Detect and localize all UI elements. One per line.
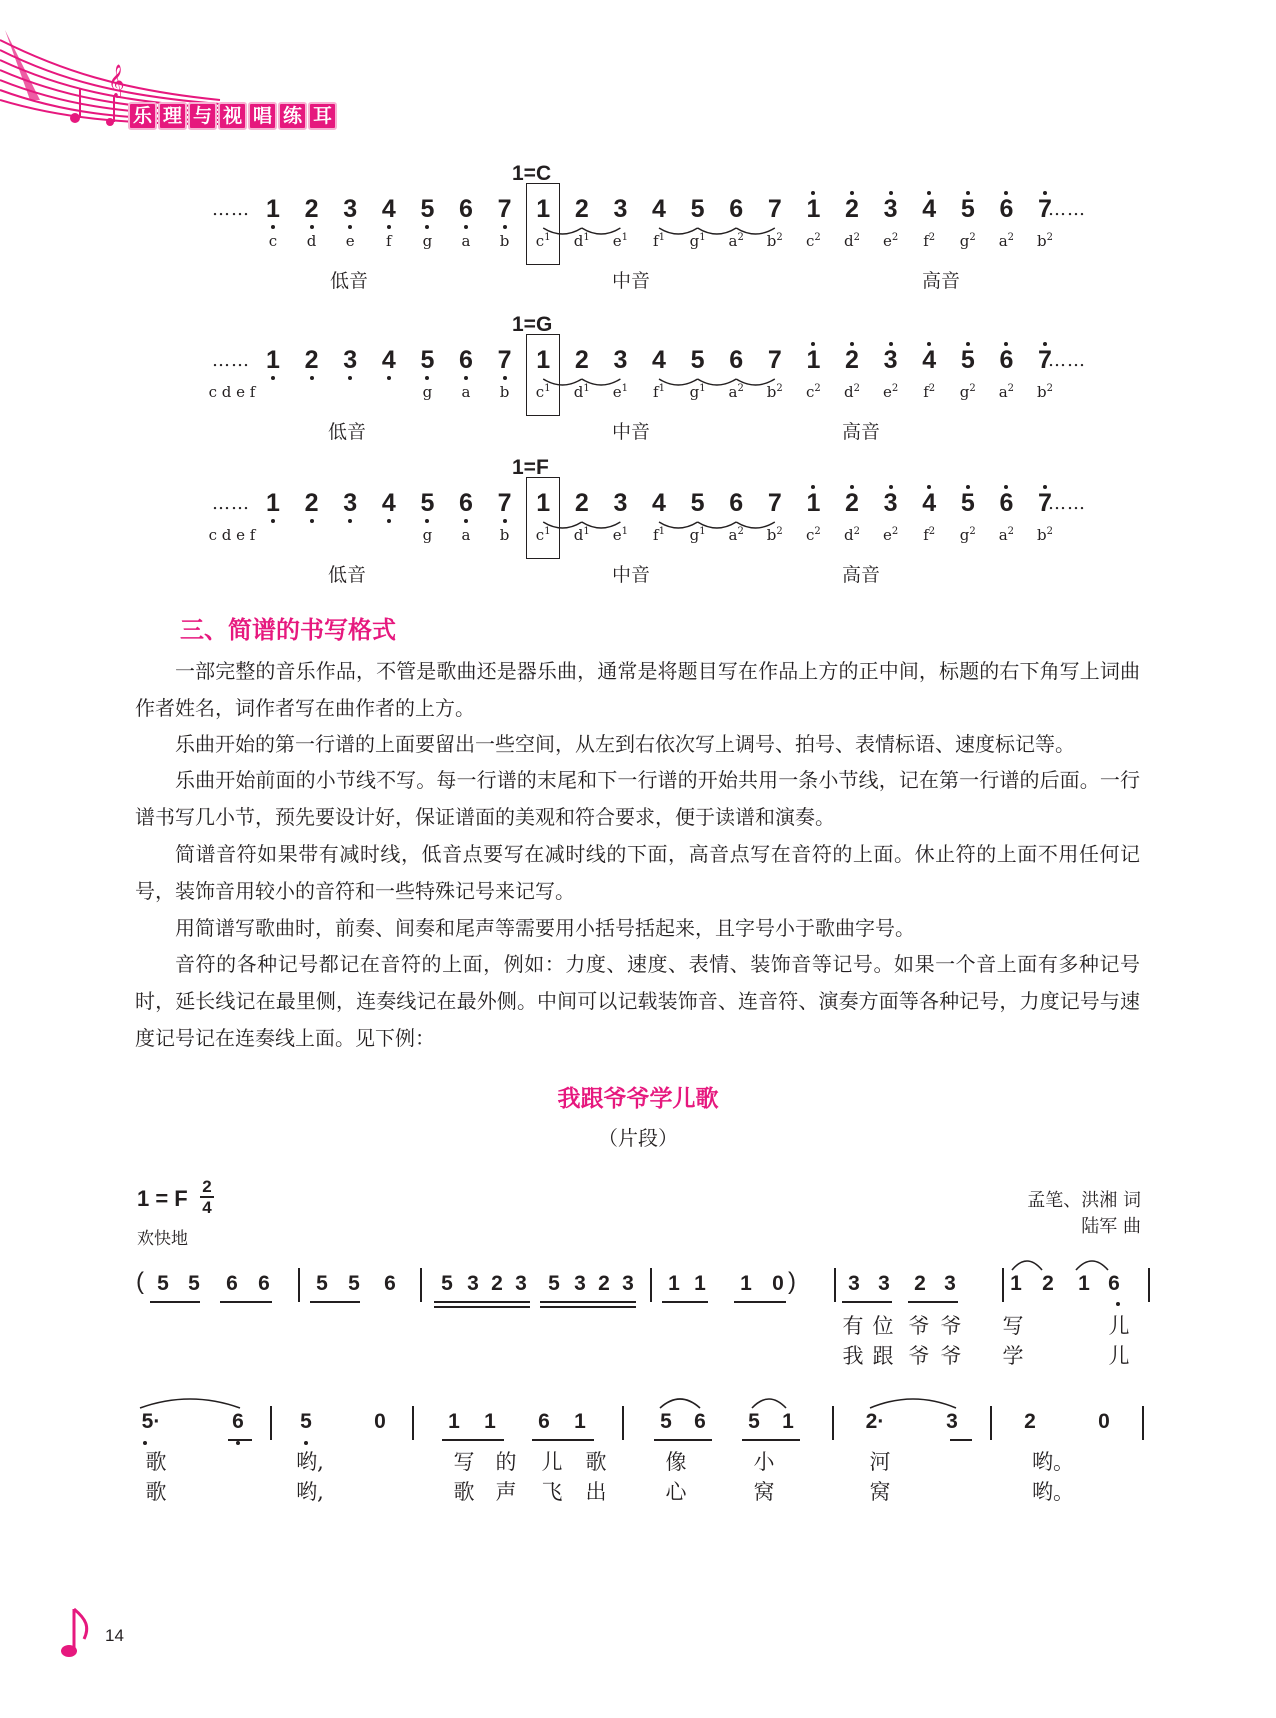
note-digit: 6 (729, 346, 744, 374)
pitch-octave: 1 (658, 232, 665, 243)
pitch-name: c (535, 526, 545, 544)
lyric-verse2: 出 (585, 1480, 607, 1504)
pitch-name: d (573, 526, 584, 544)
pitch-name: b (766, 383, 777, 401)
pitch-octave: 2 (814, 383, 821, 394)
pitch-octave: 1 (658, 526, 665, 537)
note-digit: 3 (343, 489, 358, 517)
pitch-name: d (844, 526, 854, 544)
lyric-verse1: 歌 (585, 1450, 607, 1474)
note-digit: 5 (690, 346, 705, 374)
pitch-name: f (653, 526, 659, 544)
pitch-name: c (268, 232, 278, 250)
note-digit: 4 (652, 346, 666, 374)
pitch-octave: 1 (621, 232, 629, 243)
register-label: 中音 (612, 564, 651, 586)
score-note: 5 (188, 1272, 200, 1295)
note-digit: 7 (497, 489, 512, 517)
header-title-char: 与 (188, 102, 217, 130)
paragraph-4: 简谱音符如果带有减时线，低音点要写在减时线的下面，高音点写在音符的上面。休止符的上面不用任何记号，装饰音用较小的音符和一些特殊记号来记写。 (135, 842, 1140, 903)
pitch-octave: 1 (583, 232, 590, 243)
note-digit: 2 (574, 489, 589, 517)
pitch-octave: 2 (891, 383, 899, 394)
pitch-name: a (461, 232, 471, 250)
pitch-name: d (573, 383, 584, 401)
register-label: 中音 (612, 270, 651, 292)
header-title-char: 视 (218, 102, 247, 130)
lyric-verse1: 爷 (940, 1314, 962, 1338)
pitch-name: b (766, 232, 777, 250)
pitch-octave: 2 (1046, 383, 1053, 394)
score-note: 1 (448, 1410, 460, 1433)
pitch-name: a (998, 232, 1008, 250)
note-digit: 6 (999, 195, 1014, 223)
page-number: 14 (105, 1626, 124, 1645)
key-signature: 1 = F (137, 1186, 188, 1211)
score-note: 5 (157, 1272, 169, 1295)
pitch-octave: 2 (1007, 383, 1015, 394)
header-title-char: 理 (158, 102, 187, 130)
close-parenthesis: ) (788, 1268, 796, 1295)
note-digit: 1 (536, 489, 551, 517)
note-digit: 4 (922, 489, 937, 517)
pitch-name: f (923, 383, 929, 401)
pitch-octave: 2 (737, 526, 744, 537)
score-note: 0 (374, 1410, 386, 1433)
pitch-name: e (882, 383, 892, 401)
note-digit: 1 (266, 346, 280, 374)
pitch-octave: 2 (891, 232, 899, 243)
pitch-octave: 2 (814, 526, 821, 537)
pitch-prefix: c d e f (208, 526, 256, 544)
lyric-verse1: 位 (872, 1314, 894, 1338)
header-title-char: 唱 (248, 102, 277, 130)
svg-text:𝄞: 𝄞 (108, 64, 125, 97)
pitch-octave: 2 (891, 526, 899, 537)
score-note: 1 (574, 1410, 586, 1433)
key-label: 1=G (512, 313, 553, 336)
pitch-octave: 1 (544, 232, 551, 243)
pitch-octave: 2 (737, 232, 744, 243)
note-digit: 4 (922, 195, 937, 223)
note-digit: 3 (343, 195, 358, 223)
note-digit: 3 (613, 195, 628, 223)
leading-dots: …… (212, 350, 250, 371)
time-top: 2 (202, 1177, 212, 1196)
score-note: 5 (548, 1272, 560, 1295)
score-note: 5 (348, 1272, 360, 1295)
note-digit: 1 (266, 489, 280, 517)
pitch-octave: 1 (699, 232, 706, 243)
pitch-name: a (461, 383, 471, 401)
pitch-octave: 2 (776, 232, 783, 243)
paragraph-3: 乐曲开始前面的小节线不写。每一行谱的末尾和下一行谱的开始共用一条小节线，记在第一行谱的后面。一行谱书写几小节，预先要设计好，保证谱面的美观和符合要求，便于读谱和演奏。 (135, 768, 1140, 829)
score-note: 5 (441, 1272, 453, 1295)
note-digit: 6 (459, 195, 473, 223)
score-note: 1 (484, 1410, 496, 1433)
pitch-octave: 2 (969, 526, 976, 537)
music-note-icon (60, 1605, 100, 1665)
tempo-marking: 欢快地 (137, 1229, 188, 1249)
slur (870, 1399, 956, 1408)
pitch-octave: 2 (928, 383, 936, 394)
note-digit: 3 (883, 489, 898, 517)
pitch-octave: 2 (814, 232, 821, 243)
pitch-octave: 1 (583, 383, 590, 394)
note-digit: 6 (459, 489, 473, 517)
lyric-verse2: 爷 (908, 1344, 930, 1368)
pitch-name: b (1037, 526, 1047, 544)
note-digit: 7 (767, 195, 782, 223)
score-note: 1 (668, 1272, 680, 1295)
pitch-octave: 2 (853, 383, 860, 394)
paragraph-1: 一部完整的音乐作品，不管是歌曲还是器乐曲，通常是将题目写在作品上方的正中间，标题的右下角写上词曲作者姓名，词作者写在曲作者的上方。 (135, 659, 1140, 720)
note-digit: 3 (613, 489, 628, 517)
note-digit: 6 (729, 195, 744, 223)
pitch-name: g (422, 526, 433, 544)
score-note: 3 (946, 1410, 958, 1433)
pitch-octave: 2 (1046, 232, 1053, 243)
trailing-dots: …… (1048, 350, 1086, 371)
pitch-octave: 1 (699, 526, 706, 537)
note-digit: 2 (845, 489, 859, 517)
note-digit: 7 (497, 195, 512, 223)
score-note: 3 (944, 1272, 956, 1295)
pitch-name: g (959, 383, 970, 401)
score-note: 2· (865, 1410, 885, 1433)
score-note: 3 (574, 1272, 586, 1295)
pitch-name: g (422, 232, 433, 250)
note-digit: 2 (304, 346, 319, 374)
score-note: 2 (914, 1272, 926, 1295)
pitch-name: c (535, 232, 545, 250)
paragraph-2: 乐曲开始的第一行谱的上面要留出一些空间，从左到右依次写上调号、拍号、表情标语、速度标记等。 (175, 732, 1075, 756)
pitch-name: c (535, 383, 545, 401)
paragraph-6: 音符的各种记号都记在音符的上面，例如：力度、速度、表情、装饰音等记号。如果一个音上面有多种记号时，延长线记在最里侧，连奏线记在最外侧。中间可以记载装饰音、连音符、演奏方面等各种记号，力度记号与速度记号记在连奏线上面。见下例： (135, 952, 1140, 1050)
note-digit: 4 (652, 195, 666, 223)
score-note: 1 (1010, 1272, 1022, 1295)
note-digit: 2 (574, 195, 589, 223)
pitch-octave: 2 (1046, 526, 1053, 537)
note-digit: 5 (420, 346, 435, 374)
score-note: 6 (232, 1410, 244, 1433)
time-bottom: 4 (202, 1198, 212, 1217)
pitch-octave: 2 (776, 383, 783, 394)
register-label: 高音 (842, 421, 881, 443)
note-digit: 7 (497, 346, 512, 374)
note-digit: 7 (1038, 195, 1052, 223)
pitch-octave: 1 (544, 383, 551, 394)
lyric-verse1: 歌 (145, 1450, 167, 1474)
score-note: 6 (694, 1410, 706, 1433)
note-digit: 2 (845, 195, 859, 223)
pitch-name: c (806, 383, 815, 401)
note-digit: 5 (690, 489, 705, 517)
note-digit: 2 (574, 346, 589, 374)
register-label: 高音 (842, 564, 881, 586)
lyric-verse1: 儿 (1108, 1314, 1130, 1338)
note-digit: 7 (1038, 346, 1052, 374)
note-digit: 5 (960, 346, 975, 374)
paragraph-5: 用简谱写歌曲时，前奏、间奏和尾声等需要用小括号括起来，且字号小于歌曲字号。 (175, 916, 915, 940)
pitch-name: e (882, 526, 892, 544)
score-note: 1 (782, 1410, 794, 1433)
pitch-octave: 1 (621, 526, 629, 537)
pitch-name: a (728, 383, 738, 401)
note-digit: 5 (420, 489, 435, 517)
pitch-name: g (689, 526, 700, 544)
slur (660, 1399, 700, 1408)
lyric-verse2: 飞 (541, 1480, 563, 1504)
note-digit: 7 (767, 346, 782, 374)
score-note: 2 (491, 1272, 503, 1295)
song-title: 我跟爷爷学儿歌 (557, 1086, 719, 1112)
pitch-name: a (461, 526, 471, 544)
register-label: 中音 (612, 421, 651, 443)
score-note: 5 (660, 1410, 672, 1433)
lyric-verse2: 我 (842, 1344, 864, 1368)
score-note: 6 (226, 1272, 238, 1295)
pitch-name: g (959, 526, 970, 544)
lyric-verse1: 写 (1002, 1314, 1024, 1338)
score-note: 6 (1108, 1272, 1120, 1295)
trailing-dots: …… (1048, 493, 1086, 514)
pitch-octave: 1 (621, 383, 629, 394)
song-subtitle: （片段） (598, 1126, 678, 1150)
pitch-octave: 2 (853, 232, 860, 243)
pitch-name: b (499, 383, 510, 401)
pitch-octave: 2 (928, 232, 936, 243)
note-digit: 1 (536, 195, 551, 223)
lyric-verse1: 哟, (296, 1450, 324, 1474)
note-digit: 1 (806, 195, 821, 223)
lyric-verse2: 学 (1002, 1344, 1024, 1368)
score-note: 0 (772, 1272, 784, 1295)
pitch-octave: 2 (853, 526, 860, 537)
score-note: 3 (848, 1272, 860, 1295)
pitch-prefix: c d e f (208, 383, 256, 401)
pitch-name: g (422, 383, 433, 401)
pitch-name: f (653, 383, 659, 401)
pitch-name: b (499, 526, 510, 544)
pitch-name: e (612, 526, 622, 544)
note-digit: 6 (729, 489, 744, 517)
register-label: 低音 (328, 564, 367, 586)
note-digit: 4 (652, 489, 666, 517)
lyric-verse2: 歌 (145, 1480, 167, 1504)
lyricist-credit: 孟笔、洪湘 词 (1027, 1190, 1141, 1211)
note-digit: 2 (304, 195, 319, 223)
pitch-name: f (923, 232, 929, 250)
note-digit: 4 (381, 489, 396, 517)
lyric-verse2: 窝 (753, 1480, 775, 1504)
lyric-verse2: 歌 (453, 1480, 475, 1504)
open-parenthesis: ( (136, 1268, 144, 1295)
pitch-name: f (923, 526, 929, 544)
lyric-verse2: 窝 (869, 1480, 891, 1504)
lyric-verse2: 声 (495, 1480, 517, 1504)
note-digit: 1 (266, 195, 280, 223)
header-title-char: 练 (278, 102, 307, 130)
pitch-name: e (882, 232, 892, 250)
lyric-verse2: 心 (665, 1480, 687, 1504)
score-note: 6 (538, 1410, 550, 1433)
pitch-name: b (1037, 232, 1047, 250)
lyric-verse2: 哟。 (1032, 1480, 1074, 1504)
pitch-name: f (653, 232, 659, 250)
score-note: 1 (694, 1272, 706, 1295)
pitch-octave: 2 (1007, 526, 1015, 537)
note-digit: 6 (999, 346, 1014, 374)
note-digit: 5 (420, 195, 435, 223)
header-title-char: 耳 (308, 102, 337, 130)
note-digit: 3 (613, 346, 628, 374)
score-note: 3 (878, 1272, 890, 1295)
pitch-name: e (345, 232, 355, 250)
note-digit: 6 (999, 489, 1014, 517)
pitch-octave: 1 (583, 526, 590, 537)
section-heading: 三、简谱的书写格式 (180, 616, 396, 644)
note-digit: 7 (767, 489, 782, 517)
score-note: 5 (300, 1410, 312, 1433)
pitch-octave: 2 (1007, 232, 1015, 243)
pitch-octave: 2 (969, 232, 976, 243)
pitch-name: d (573, 232, 584, 250)
lyric-verse1: 哟。 (1032, 1450, 1074, 1474)
pitch-name: g (959, 232, 970, 250)
score-note: 5· (141, 1410, 161, 1433)
pitch-name: b (1037, 383, 1047, 401)
composer-credit: 陆军 曲 (1081, 1216, 1141, 1237)
score-note: 0 (1098, 1410, 1110, 1433)
lyric-verse2: 儿 (1108, 1344, 1130, 1368)
score-note: 3 (622, 1272, 634, 1295)
note-digit: 1 (806, 346, 821, 374)
pitch-octave: 2 (737, 383, 744, 394)
register-label: 低音 (330, 270, 369, 292)
trailing-dots: …… (1048, 199, 1086, 220)
pitch-name: g (689, 383, 700, 401)
pitch-name: f (386, 232, 392, 250)
pitch-octave: 2 (969, 383, 976, 394)
score-note: 1 (1078, 1272, 1090, 1295)
slur (1012, 1261, 1042, 1270)
score-note: 3 (467, 1272, 479, 1295)
note-digit: 6 (459, 346, 473, 374)
lyric-verse1: 写 (453, 1450, 475, 1474)
pitch-octave: 1 (699, 383, 706, 394)
lyric-verse2: 爷 (940, 1344, 962, 1368)
score-note: 5 (316, 1272, 328, 1295)
pitch-name: b (499, 232, 510, 250)
score-note: 6 (384, 1272, 396, 1295)
note-digit: 3 (343, 346, 358, 374)
note-digit: 3 (883, 195, 898, 223)
note-digit: 4 (922, 346, 937, 374)
pitch-name: e (612, 232, 622, 250)
lyric-verse1: 有 (842, 1314, 864, 1338)
score-note: 2 (1042, 1272, 1054, 1295)
score-note: 3 (515, 1272, 527, 1295)
pitch-octave: 1 (658, 383, 665, 394)
pitch-name: b (766, 526, 777, 544)
note-digit: 5 (690, 195, 705, 223)
key-label: 1=F (512, 456, 549, 479)
lyric-verse1: 像 (665, 1450, 687, 1474)
register-label: 高音 (922, 270, 961, 292)
score-note: 2 (1024, 1410, 1036, 1433)
pitch-name: d (844, 383, 854, 401)
score-note: 6 (258, 1272, 270, 1295)
header-title-char: 乐 (128, 102, 157, 130)
pitch-name: g (689, 232, 700, 250)
note-digit: 4 (381, 195, 396, 223)
register-label: 低音 (328, 421, 367, 443)
pitch-name: a (728, 526, 738, 544)
pitch-octave: 2 (928, 526, 936, 537)
pitch-name: e (612, 383, 622, 401)
note-digit: 1 (806, 489, 821, 517)
lyric-verse1: 的 (495, 1450, 517, 1474)
score-note: 2 (598, 1272, 610, 1295)
key-label: 1=C (512, 162, 552, 185)
pitch-name: d (844, 232, 854, 250)
pitch-octave: 2 (776, 526, 783, 537)
pitch-octave: 1 (544, 526, 551, 537)
slur (752, 1399, 786, 1408)
note-digit: 5 (960, 489, 975, 517)
pitch-name: c (806, 232, 815, 250)
note-digit: 1 (536, 346, 551, 374)
leading-dots: …… (212, 199, 250, 220)
note-digit: 2 (304, 489, 319, 517)
lyric-verse2: 哟, (296, 1480, 324, 1504)
note-digit: 5 (960, 195, 975, 223)
pitch-name: a (728, 232, 738, 250)
note-digit: 2 (845, 346, 859, 374)
pitch-name: c (806, 526, 815, 544)
lyric-verse1: 儿 (541, 1450, 563, 1474)
score-note: 1 (740, 1272, 752, 1295)
slur (140, 1399, 240, 1408)
lyric-verse1: 河 (869, 1450, 891, 1474)
note-digit: 3 (883, 346, 898, 374)
lyric-verse1: 爷 (908, 1314, 930, 1338)
note-digit: 7 (1038, 489, 1052, 517)
pitch-name: a (998, 383, 1008, 401)
pitch-name: a (998, 526, 1008, 544)
lyric-verse2: 跟 (872, 1344, 894, 1368)
score-note: 5 (748, 1410, 760, 1433)
pitch-name: d (306, 232, 317, 250)
leading-dots: …… (212, 493, 250, 514)
lyric-verse1: 小 (753, 1450, 775, 1474)
note-digit: 4 (381, 346, 396, 374)
slur (1076, 1261, 1108, 1270)
